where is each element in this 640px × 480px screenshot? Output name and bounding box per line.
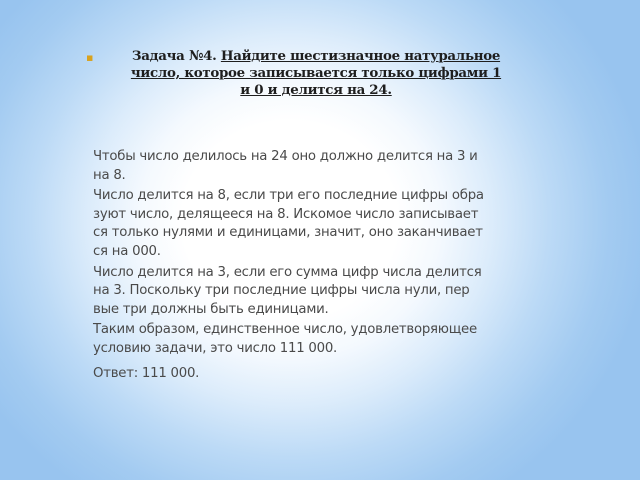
solution-paragraph: [93, 187, 533, 261]
paragraph-line: на 8.: [93, 167, 126, 183]
paragraph-line: ся только нулями и единицами, значит, оно заканчивает: [93, 225, 483, 241]
solution-paragraph: [93, 321, 533, 358]
task-title-text: [106, 48, 526, 99]
paragraph-line: Чтобы число делилось на 24 оно должно делится на 3 и: [93, 149, 478, 164]
answer-text: Ответ: 111 000.: [93, 366, 200, 381]
task-title-prefix: Задача №4.: [131, 48, 221, 64]
paragraph-line: зуют число, делящееся на 8. Искомое число записывает: [93, 206, 479, 222]
task-title: [86, 48, 526, 99]
task-title-line-2: число, которое записывается только цифрами 1: [130, 65, 502, 81]
solution-paragraph: [93, 264, 533, 320]
task-title-line-3: и 0 и делится на 24.: [240, 82, 392, 98]
paragraph-line: на 3. Поскольку три последние цифры числа нули, пер: [93, 283, 470, 299]
paragraph-line: ся на 000.: [93, 243, 161, 259]
bullet-icon: ▪: [86, 51, 94, 64]
solution-text: [93, 148, 533, 361]
paragraph-line: Таким образом, единственное число, удовлетворяющее: [93, 322, 477, 338]
paragraph-line: Число делится на 3, если его сумма цифр числа делится: [93, 264, 482, 280]
paragraph-line: Число делится на 8, если три его последние цифры обра: [93, 188, 484, 204]
task-title-line-1: Найдите шестизначное натуральное: [220, 48, 501, 64]
paragraph-line: вые три должны быть единицами.: [93, 301, 329, 317]
solution-paragraph: [93, 148, 533, 185]
paragraph-line: условию задачи, это число 111 000.: [93, 340, 338, 356]
